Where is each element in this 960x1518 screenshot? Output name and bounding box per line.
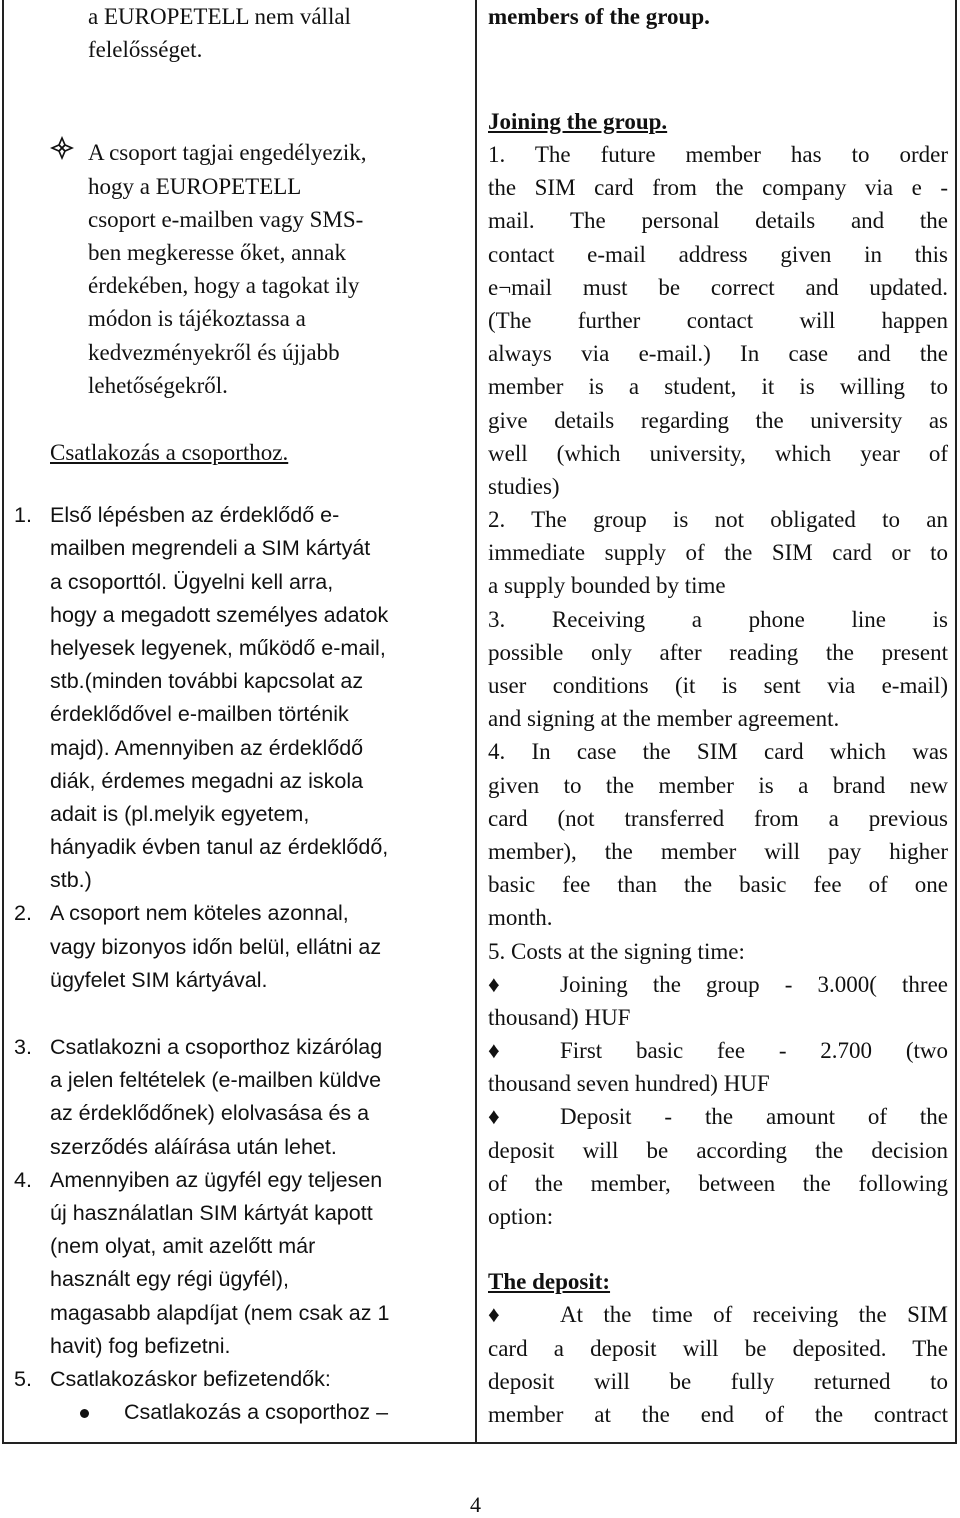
text-line: (The further contact will happen bbox=[488, 307, 948, 333]
english-body bbox=[488, 138, 948, 1431]
text-line: option: bbox=[488, 1204, 554, 1229]
text-line: possible only after reading the present bbox=[488, 639, 948, 665]
text-line: Csatlakozáskor befizetendők: bbox=[50, 1366, 331, 1391]
text-line: új használatlan SIM kártyát kapott bbox=[50, 1200, 373, 1225]
section-heading: Csatlakozás a csoporthoz. bbox=[50, 440, 289, 465]
diamond-star-bullet-icon bbox=[50, 136, 74, 169]
text-line: month. bbox=[488, 905, 553, 931]
hungarian-column-lower bbox=[14, 436, 470, 1429]
text-line: az érdeklődőnek) elolvasása és a bbox=[50, 1101, 370, 1126]
cost-bullet bbox=[50, 1396, 470, 1429]
text-line: érdeklődővel e-mailben történik bbox=[50, 702, 349, 727]
list-item bbox=[14, 1164, 470, 1363]
text-line: thousand seven hundred) HUF bbox=[488, 1071, 770, 1097]
list-number: 1. bbox=[14, 503, 32, 528]
text-line: a jelen feltételek (e-mailben küldve bbox=[50, 1068, 382, 1093]
text-line: A csoport nem köteles azonnal, bbox=[50, 901, 349, 926]
text-line: lehetőségekről. bbox=[88, 372, 228, 398]
page-number: 4 bbox=[470, 1492, 481, 1517]
text-line: A csoport tagjai engedélyezik, bbox=[88, 140, 367, 166]
text-line: 2. The group is not obligated to an bbox=[488, 507, 948, 533]
text-line: Deposit - the amount of the bbox=[560, 1104, 948, 1130]
text-line: adait is (pl.melyik egyetem, bbox=[50, 801, 310, 826]
text-line: contact e-mail address given in this bbox=[488, 241, 948, 267]
list-number: 4. bbox=[14, 1167, 32, 1192]
text-line: stb.(minden további kapcsolat az bbox=[50, 669, 364, 694]
list-item bbox=[14, 1363, 470, 1396]
text-line: deposit will be according the decision bbox=[488, 1137, 948, 1163]
text-line: a EUROPETELL nem vállal bbox=[88, 4, 351, 29]
text-line: Első lépésben az érdeklődő e- bbox=[50, 503, 340, 528]
text-line: user conditions (it is sent via e-mail) bbox=[488, 673, 948, 698]
text-line: Amennyiben az ügyfél egy teljesen bbox=[50, 1167, 383, 1192]
diamond-bullet-icon: ♦ bbox=[488, 971, 500, 997]
text-line: well (which university, which year of bbox=[488, 440, 948, 466]
deposit-item bbox=[488, 1298, 948, 1431]
text-line: ügyfelet SIM kártyával. bbox=[50, 967, 268, 992]
list-number: 5. bbox=[14, 1366, 32, 1391]
text-line: (nem olyat, amit azelőtt már bbox=[50, 1234, 316, 1259]
list-item bbox=[14, 897, 470, 997]
hungarian-column bbox=[88, 0, 468, 402]
text-line: módon is tájékoztassa a bbox=[88, 306, 306, 332]
text-line: a csoporttól. Ügyelni kell arra, bbox=[50, 569, 334, 594]
text-line: of the member, between the following bbox=[488, 1170, 948, 1196]
text-line: kedvezményekről és újjabb bbox=[88, 339, 340, 365]
cost-item bbox=[488, 1100, 948, 1233]
text-line: deposit will be fully returned to bbox=[488, 1368, 948, 1394]
text-line: 3. Receiving a phone line is bbox=[488, 606, 948, 632]
section-heading: Joining the group. bbox=[488, 109, 668, 134]
english-column bbox=[488, 0, 948, 1427]
text-line: given to the member is a brand new bbox=[488, 772, 948, 798]
text-line: a supply bounded by time bbox=[488, 573, 726, 599]
text-line: always via e-mail.) In case and the bbox=[488, 341, 948, 367]
text-line: érdekében, hogy a tagokat ily bbox=[88, 273, 360, 299]
text-line: mail. The personal details and the bbox=[488, 208, 948, 234]
text-line: give details regarding the university as bbox=[488, 407, 948, 433]
diamond-bullet-icon: ♦ bbox=[488, 1104, 500, 1130]
text-line: stb.) bbox=[50, 868, 92, 893]
text-line: helyesek legyenek, működő e-mail, bbox=[50, 635, 386, 660]
text-line: felelősséget. bbox=[88, 37, 203, 63]
text-line: card (not transferred from a previous bbox=[488, 805, 948, 831]
text-line: majd). Amennyiben az érdeklődő bbox=[50, 735, 364, 760]
text-line: diák, érdemes megadni az iskola bbox=[50, 768, 364, 793]
text-line: 1. The future member has to order bbox=[488, 142, 948, 167]
text-line: mailben megrendeli a SIM kártyát bbox=[50, 536, 371, 561]
list-number: 3. bbox=[14, 1035, 32, 1059]
text-line: havit) fog befizetni. bbox=[50, 1333, 231, 1358]
diamond-bullet-icon: ♦ bbox=[488, 1302, 500, 1328]
permission-item bbox=[88, 136, 468, 402]
text-line: card a deposit will be deposited. The bbox=[488, 1335, 948, 1361]
text-line: hányadik évben tanul az érdeklődő, bbox=[50, 835, 389, 860]
text-line: Csatlakozni a csoporthoz kizárólag bbox=[50, 1035, 383, 1059]
text-line: használt egy régi ügyfél), bbox=[50, 1267, 290, 1292]
text-line: csoport e-mailben vagy SMS- bbox=[88, 206, 364, 232]
text-line: First basic fee - 2.700 (two bbox=[560, 1038, 948, 1064]
list-item bbox=[14, 499, 470, 897]
text-line: 5. Costs at the signing time: bbox=[488, 938, 745, 964]
column-divider bbox=[475, 0, 477, 1444]
round-bullet-icon bbox=[80, 1409, 89, 1418]
text-line: member is a student, it is willing to bbox=[488, 374, 948, 400]
text-line: 4. In case the SIM card which was bbox=[488, 739, 948, 765]
diamond-bullet-icon: ♦ bbox=[488, 1038, 500, 1064]
text-line: members of the group. bbox=[488, 4, 710, 29]
text-line: ben megkeresse őket, annak bbox=[88, 239, 347, 265]
text-line: hogy a EUROPETELL bbox=[88, 173, 302, 199]
text-line: and signing at the member agreement. bbox=[488, 706, 840, 732]
text-line: member), the member will pay higher bbox=[488, 838, 948, 864]
text-line: Joining the group - 3.000( three bbox=[560, 971, 948, 997]
section-heading: The deposit: bbox=[488, 1269, 611, 1295]
text-line: vagy bizonyos időn belül, ellátni az bbox=[50, 934, 382, 959]
text-line: At the time of receiving the SIM bbox=[560, 1302, 948, 1328]
text-line: thousand) HUF bbox=[488, 1004, 631, 1030]
text-line: magasabb alapdíjat (nem csak az 1 bbox=[50, 1300, 390, 1325]
text-line: hogy a megadott személyes adatok bbox=[50, 602, 389, 627]
text-line: basic fee than the basic fee of one bbox=[488, 872, 948, 898]
text-line: szerződés aláírása után lehet. bbox=[50, 1134, 337, 1159]
text-line: the SIM card from the company via e - bbox=[488, 175, 948, 201]
text-line: member at the end of the contract bbox=[488, 1401, 948, 1427]
cost-item bbox=[488, 1034, 948, 1100]
cost-item bbox=[488, 968, 948, 1034]
text-line: Csatlakozás a csoporthoz – bbox=[124, 1400, 389, 1425]
list-number: 2. bbox=[14, 901, 32, 926]
text-line: e¬mail must be correct and updated. bbox=[488, 274, 948, 300]
list-item bbox=[14, 1031, 470, 1164]
text-line: studies) bbox=[488, 473, 560, 499]
text-line: immediate supply of the SIM card or to bbox=[488, 540, 948, 566]
